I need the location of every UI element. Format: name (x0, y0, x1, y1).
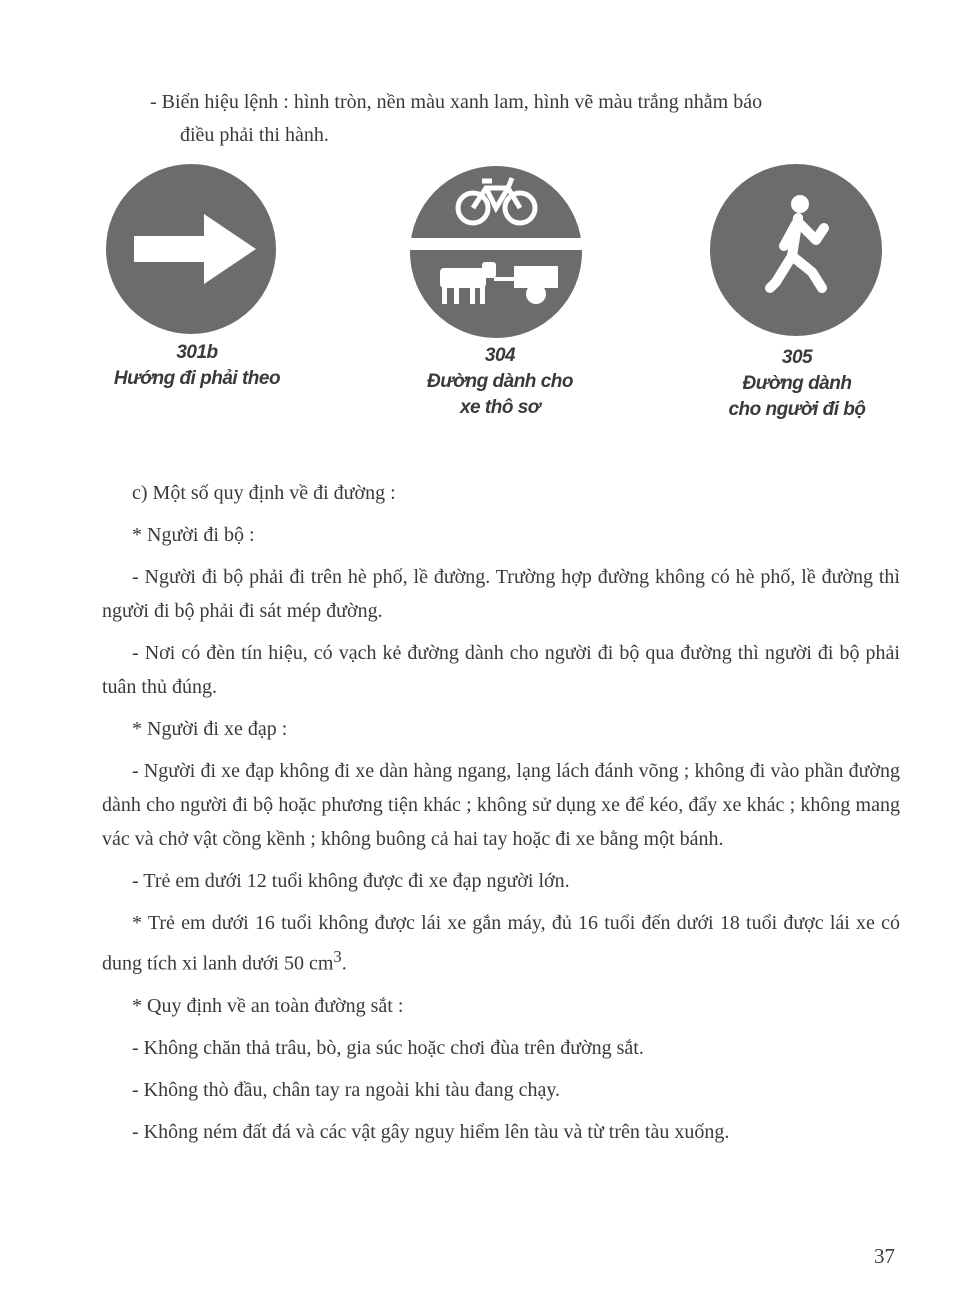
paragraph-pedestrian-heading: * Người đi bộ : (132, 524, 255, 546)
paragraph-rules-heading: c) Một số quy định về đi đường : (132, 482, 396, 504)
motorbike-rule-text: * Trẻ em dưới 16 tuổi không được lái xe gắn máy, đủ 16 tuổi đến dưới 18 tuổi được lái xe có dung tích xi lanh dưới 50 cm (102, 912, 900, 975)
sign-301b-code: 301b (176, 342, 218, 363)
body-text (102, 476, 900, 1157)
sign-304-name-line-2: xe thô sơ (459, 397, 541, 418)
paragraph-railway-heading: * Quy định về an toàn đường sắt : (132, 994, 404, 1017)
sign-304-caption (395, 343, 605, 421)
paragraph-railway-rule-1: - Không chăn thả trâu, bò, gia súc hoặc chơi đùa trên đường sắt. (132, 1036, 644, 1059)
paragraph-pedestrian-rule-1: - Người đi bộ phải đi trên hè phố, lề đường. Trường hợp đường không có hè phố, lề đường thì người đi bộ phải đi sát mép đường. (102, 566, 900, 622)
sign-305-caption (692, 345, 902, 423)
sign-305-name-line-2: cho người đi bộ (728, 399, 866, 420)
sign-305 (710, 164, 882, 336)
paragraph-cyclist-rule-1: - Người đi xe đạp không đi xe dàn hàng ngang, lạng lách đánh võng ; không đi vào phần đường dành cho người đi bộ hoặc phương tiện khác ; không sử dụng xe để kéo, đẩy xe khác ; không mang vác và chở vật cồng kềnh ; không buông cả hai tay hoặc đi xe bằng một bánh. (102, 760, 900, 850)
intro-paragraph (150, 86, 910, 152)
sign-305-code: 305 (781, 347, 813, 368)
paragraph-railway-rule-2: - Không thò đầu, chân tay ra ngoài khi tàu đang chạy. (132, 1078, 561, 1101)
motorbike-rule-end: . (341, 952, 347, 975)
sign-301b (106, 164, 276, 334)
intro-line-2: điều phải thi hành. (180, 124, 329, 146)
sign-304-name-line-1: Đường dành cho (427, 371, 573, 392)
page-number: 37 (874, 1244, 895, 1268)
paragraph-cyclist-heading: * Người đi xe đạp : (132, 718, 288, 740)
cubic-superscript: 3 (333, 947, 342, 966)
sign-304 (410, 166, 582, 338)
intro-line-1: - Biển hiệu lệnh : hình tròn, nền màu xanh lam, hình vẽ màu trắng nhằm báo (150, 91, 763, 113)
sign-301b-caption (92, 340, 302, 392)
sign-304-code: 304 (484, 345, 516, 366)
sign-305-name-line-1: Đường dành (742, 373, 852, 394)
paragraph-cyclist-rule-2: - Trẻ em dưới 12 tuổi không được đi xe đạp người lớn. (132, 870, 570, 892)
sign-301b-name: Hướng đi phải theo (113, 368, 281, 389)
paragraph-pedestrian-rule-2: - Nơi có đèn tín hiệu, có vạch kẻ đường dành cho người đi bộ qua đường thì người đi bộ phải tuân thủ đúng. (102, 642, 900, 698)
paragraph-motorbike-rule (102, 906, 900, 981)
paragraph-railway-rule-3: - Không ném đất đá và các vật gây nguy hiểm lên tàu và từ trên tàu xuống. (132, 1120, 730, 1143)
